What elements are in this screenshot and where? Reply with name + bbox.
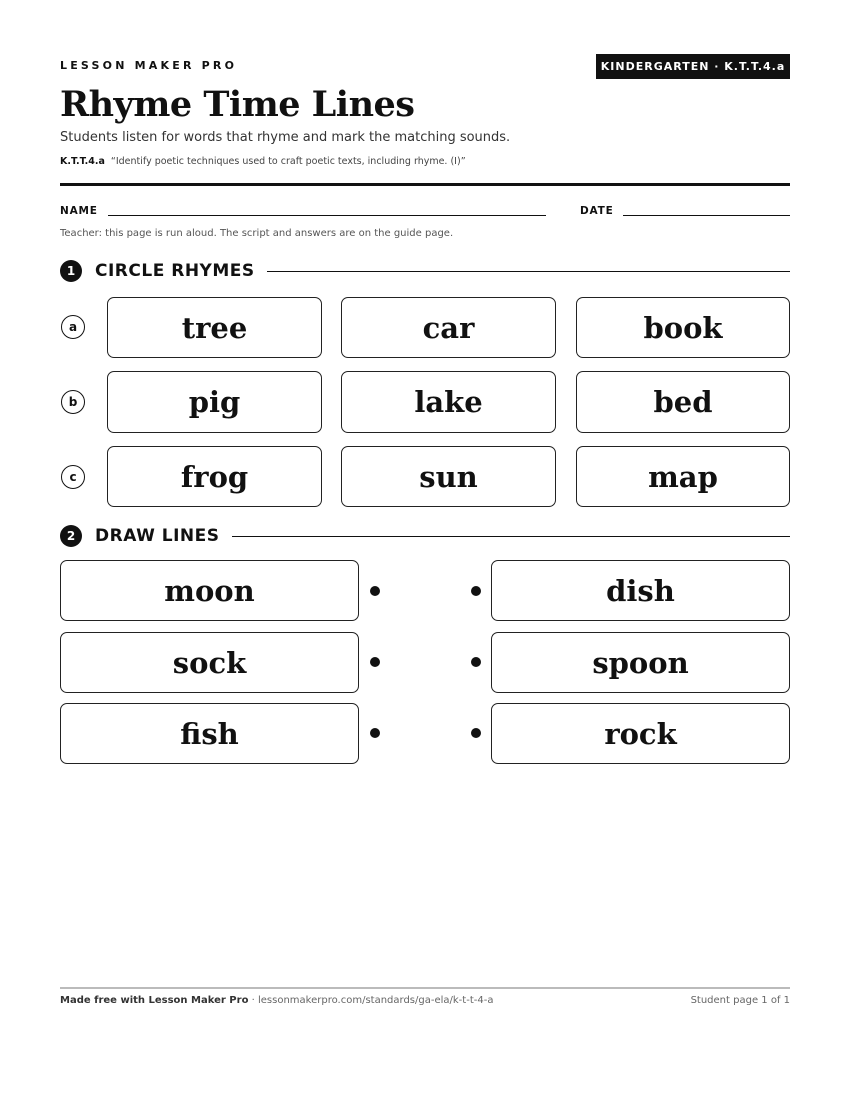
footer-made-with: Made free with Lesson Maker Pro — [60, 995, 249, 1006]
word-card[interactable]: bed — [576, 371, 790, 433]
match-right-dot[interactable] — [471, 586, 481, 596]
section-title: CIRCLE RHYMES — [95, 261, 255, 281]
row-letter-a: a — [61, 315, 85, 339]
grade-badge: KINDERGARTEN · K.T.T.4.a — [596, 54, 790, 79]
word-card[interactable]: book — [576, 297, 790, 358]
section-title: DRAW LINES — [95, 526, 220, 546]
header-divider — [60, 183, 790, 186]
word-card[interactable]: lake — [341, 371, 556, 433]
teacher-note: Teacher: this page is run aloud. The script and answers are on the guide page. — [60, 228, 454, 239]
footer-page-label: Student page 1 of 1 — [690, 995, 790, 1006]
brand-name: LESSON MAKER PRO — [60, 59, 238, 72]
word-card[interactable]: sun — [341, 446, 556, 507]
section-circle-rhymes-header — [60, 260, 790, 282]
page-subtitle: Students listen for words that rhyme and mark the matching sounds. — [60, 130, 511, 145]
match-left-card[interactable]: moon — [60, 560, 359, 621]
page-title: Rhyme Time Lines — [60, 84, 415, 125]
standard-code: K.T.T.4.a — [60, 156, 105, 167]
match-left-dot[interactable] — [370, 657, 380, 667]
match-left-card[interactable]: sock — [60, 632, 359, 693]
date-label: DATE — [580, 205, 614, 217]
word-card[interactable]: map — [576, 446, 790, 507]
section-number-badge: 1 — [60, 260, 82, 282]
footer-url-link[interactable]: lessonmakerpro.com/standards/ga-ela/k-t-t-4-a — [257, 995, 494, 1006]
row-letter-c: c — [61, 465, 85, 489]
standard-text: “Identify poetic techniques used to craft poetic texts, including rhyme. (I)” — [110, 156, 466, 167]
section-number-badge: 2 — [60, 525, 82, 547]
word-card[interactable]: frog — [107, 446, 322, 507]
match-right-card[interactable]: spoon — [491, 632, 790, 693]
word-card[interactable]: car — [341, 297, 556, 358]
match-right-card[interactable]: rock — [491, 703, 790, 764]
match-left-dot[interactable] — [370, 586, 380, 596]
word-card[interactable]: pig — [107, 371, 322, 433]
name-label: NAME — [60, 205, 98, 217]
date-field[interactable] — [623, 215, 790, 216]
footer-separator: · — [248, 995, 258, 1006]
match-right-card[interactable]: dish — [491, 560, 790, 621]
standard-line — [60, 156, 466, 167]
word-card[interactable]: tree — [107, 297, 322, 358]
match-left-dot[interactable] — [370, 728, 380, 738]
section-rule — [232, 536, 790, 537]
match-right-dot[interactable] — [471, 728, 481, 738]
section-rule — [267, 271, 790, 272]
section-draw-lines-header — [60, 525, 790, 547]
footer-credit — [60, 995, 493, 1006]
match-right-dot[interactable] — [471, 657, 481, 667]
match-left-card[interactable]: fish — [60, 703, 359, 764]
row-letter-b: b — [61, 390, 85, 414]
name-field[interactable] — [108, 215, 546, 216]
footer-divider — [60, 987, 790, 989]
